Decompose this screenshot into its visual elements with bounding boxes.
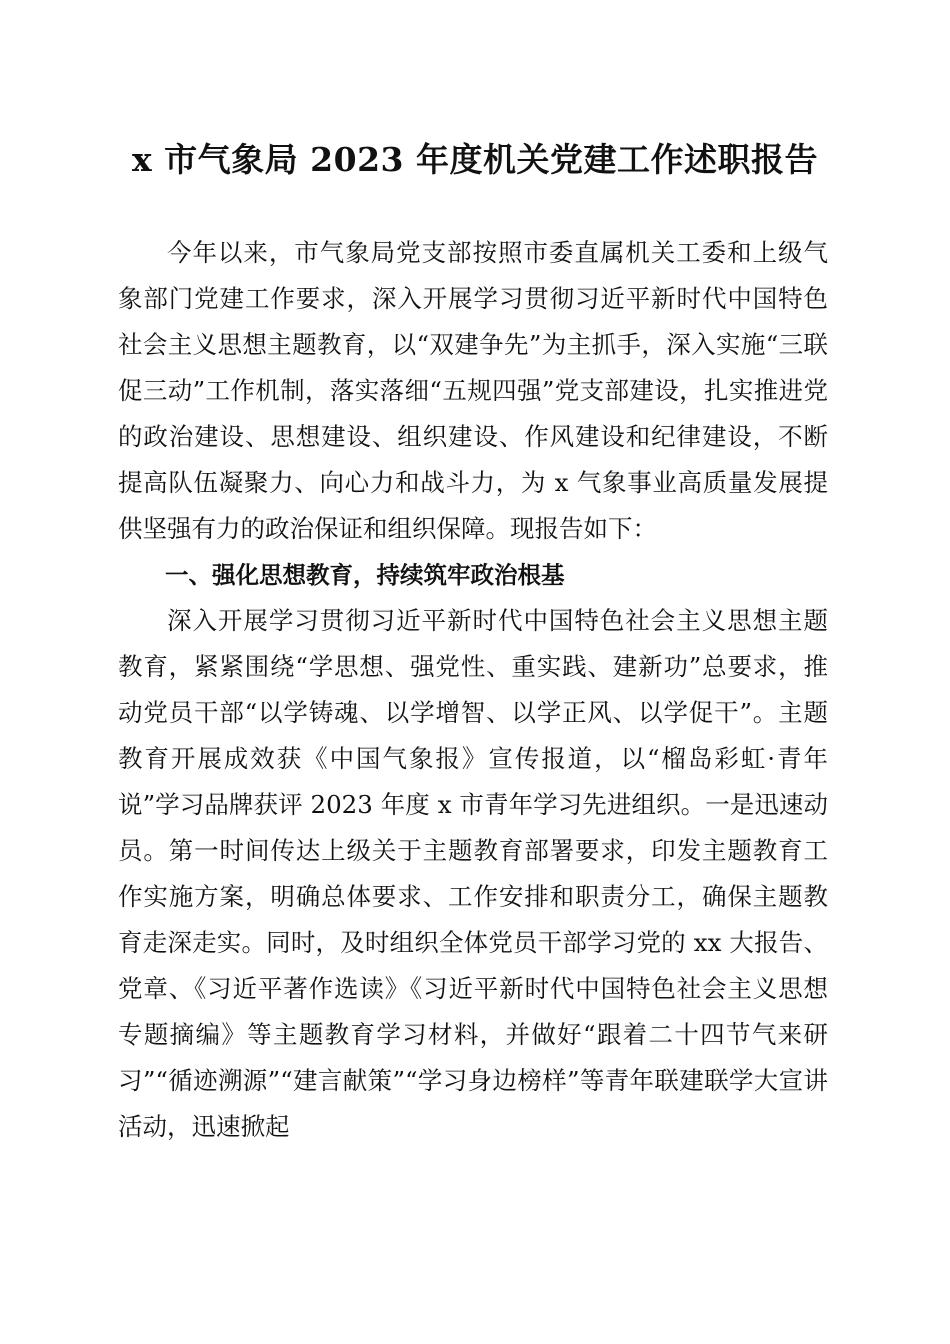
intro-paragraph: 今年以来，市气象局党支部按照市委直属机关工委和上级气象部门党建工作要求，深入开展学习贯彻习近平新时代中国特色社会主义思想主题教育，以“双建争先”为主抓手，深入实施“三联促三动”工作机制，落实落细“五规四强”党支部建设，扎实推进党的政治建设、思想建设、组织建设、作风建设和纪律建设，不断提高队伍凝聚力、向心力和战斗力，为 x 气象事业高质量发展提供坚强有力的政治保证和组织保障。现报告如下：	[118, 238, 828, 543]
section-paragraph-1: 深入开展学习贯彻习近平新时代中国特色社会主义思想主题教育，紧紧围绕“学思想、强党性、重实践、建新功”总要求，推动党员干部“以学铸魂、以学增智、以学正风、以学促干”。主题教育开展成效获《中国气象报》宣传报道，以“榴岛彩虹·青年说”学习品牌获评 2023 年度 x 市青年学习先进组织。一是迅速动员。第一时间传达上级关于主题教育部署要求，印发主题教育工作实施方案，明确总体要求、工作安排和职责分工，确保主题教育走深走实。同时，及时组织全体党员干部学习党的 xx 大报告、党章、《习近平著作选读》《习近平新时代中国特色社会主义思想专题摘编》等主题教育学习材料，并做好“跟着二十四节气来研习”“循迹溯源”“建言献策”“学习身边榜样”等青年联建联学大宣讲活动，迅速掀起	[118, 606, 828, 1141]
section-heading-1: 一、强化思想教育，持续筑牢政治根基	[165, 561, 565, 589]
document-title: x 市气象局 2023 年度机关党建工作述职报告	[132, 140, 818, 179]
document-body	[118, 230, 828, 1150]
